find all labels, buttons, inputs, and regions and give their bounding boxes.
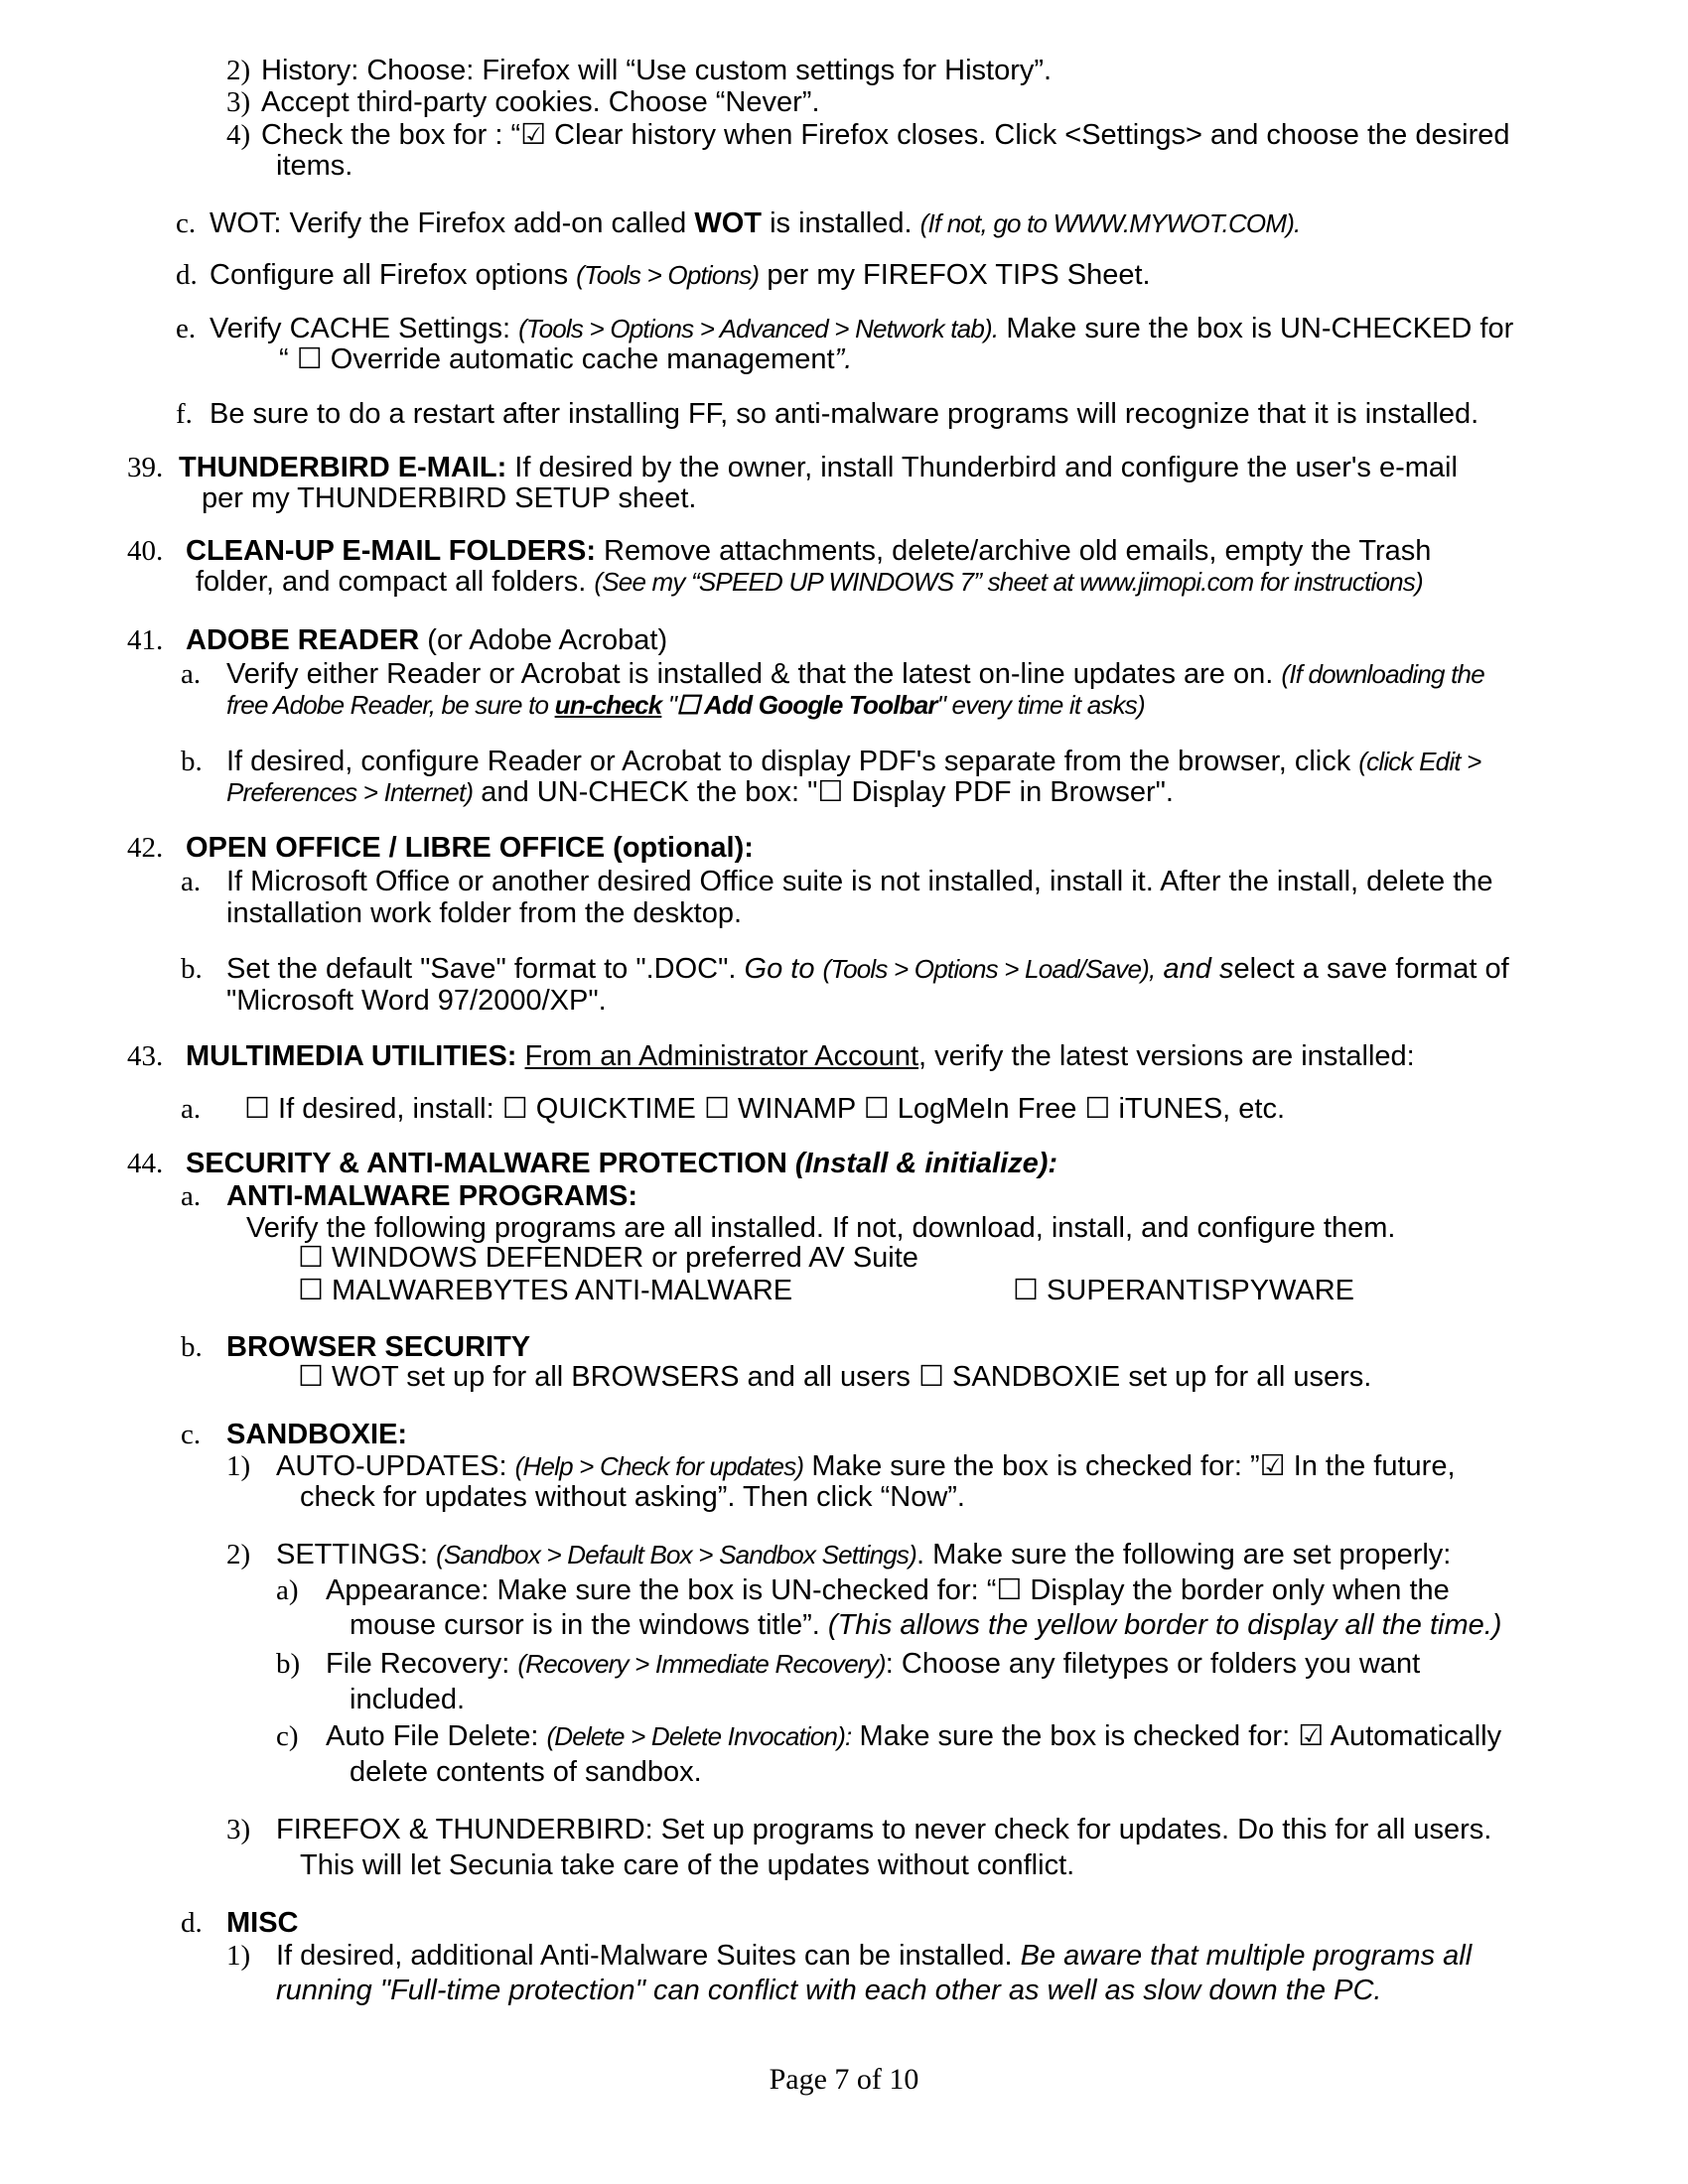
- text-line: [226, 775, 1174, 809]
- list-marker: b.: [181, 953, 203, 985]
- text-segment: Make sure the box is UN-CHECKED for: [998, 313, 1514, 344]
- text-segment: and UN-CHECK the box: "☐ Display PDF in Browser".: [473, 776, 1174, 808]
- text-segment: ☐ MALWAREBYTES ANTI-MALWARE: [298, 1275, 793, 1306]
- text-segment: per my THUNDERBIRD SETUP sheet.: [202, 482, 697, 514]
- text-segment: : Choose any filetypes or folders you want: [885, 1648, 1421, 1680]
- text-line: [179, 451, 1458, 484]
- list-marker: d.: [181, 1907, 203, 1939]
- list-marker: c.: [176, 207, 197, 239]
- text-segment: per my FIREFOX TIPS Sheet.: [759, 259, 1151, 291]
- text-line: [279, 342, 852, 376]
- text-segment: “ ☐ Override automatic cache management: [279, 343, 835, 375]
- text-line: [276, 1813, 1491, 1846]
- text-segment: (If not, go to WWW.MYWOT.COM).: [919, 208, 1301, 238]
- text-segment: (Tools > Options > Advanced > Network tab).: [518, 314, 999, 343]
- list-marker: c): [276, 1720, 299, 1752]
- text-segment: BROWSER SECURITY: [226, 1331, 531, 1363]
- text-segment: , verify the latest versions are installed:: [918, 1040, 1415, 1072]
- text-line: [186, 623, 667, 657]
- text-segment: " every time it asks): [936, 690, 1145, 720]
- text-segment: Appearance: Make sure the box is UN-checked for: “☐ Display the border only when the: [326, 1574, 1450, 1606]
- list-marker: 1): [226, 1940, 251, 1972]
- text-line: [300, 1848, 1074, 1882]
- list-marker: a.: [181, 866, 202, 897]
- text-segment: MULTIMEDIA UTILITIES:: [186, 1040, 517, 1072]
- text-line: [326, 1719, 1501, 1753]
- text-segment: mouse cursor is in the windows title”.: [350, 1609, 828, 1641]
- text-line: [202, 481, 697, 515]
- text-line: [276, 1974, 1381, 2007]
- text-line: [300, 1480, 965, 1514]
- text-segment: ☐ SUPERANTISPYWARE: [1013, 1275, 1354, 1306]
- text-segment: Accept third-party cookies. Choose “Never”.: [261, 86, 820, 118]
- text-segment: SETTINGS:: [276, 1539, 437, 1570]
- text-line: [226, 745, 1481, 778]
- list-marker: 40.: [127, 535, 164, 567]
- text-line: [210, 258, 1151, 292]
- list-marker: 1): [226, 1450, 251, 1482]
- text-line: [261, 85, 820, 119]
- text-line: [276, 149, 352, 183]
- text-line: [186, 1147, 1057, 1180]
- list-marker: 3): [226, 1814, 251, 1845]
- text-segment: included.: [350, 1684, 466, 1715]
- text-segment: free Adobe Reader, be sure to: [226, 690, 555, 720]
- list-marker: 3): [226, 86, 251, 118]
- list-marker: a.: [181, 1180, 202, 1212]
- text-line: [226, 896, 742, 930]
- text-line: [196, 565, 1423, 599]
- text-segment: History: Choose: Firefox will “Use custom settings for History”.: [261, 55, 1053, 86]
- text-line: [210, 312, 1513, 345]
- text-segment: Check the box for : “☑ Clear history when Firefox closes. Click <Settings> and choose the desired: [261, 119, 1510, 151]
- text-segment: (Sandbox > Default Box > Sandbox Settings): [436, 1540, 916, 1570]
- text-segment: ADOBE READER: [186, 624, 420, 656]
- text-segment: (Delete > Delete Invocation):: [546, 1721, 852, 1751]
- text-line: [350, 1755, 702, 1789]
- text-segment: (click Edit >: [1358, 747, 1481, 776]
- list-marker: a): [276, 1574, 299, 1606]
- text-segment: Make sure the box is checked for: ”☑ In the future,: [803, 1450, 1456, 1482]
- text-segment: ☐ Add Google Toolbar: [676, 690, 937, 720]
- text-segment: (Recovery > Immediate Recovery): [517, 1649, 886, 1679]
- text-segment: CLEAN-UP E-MAIL FOLDERS:: [186, 535, 596, 567]
- text-line: [226, 1418, 407, 1451]
- list-marker: 2): [226, 55, 251, 86]
- text-segment: [516, 1040, 524, 1072]
- list-marker: 41.: [127, 624, 164, 656]
- text-line: [226, 1179, 637, 1213]
- text-segment: Be sure to do a restart after installing FF, so anti-malware programs will recognize that it is installed.: [210, 398, 1479, 430]
- list-marker: 2): [226, 1539, 251, 1570]
- text-segment: SECURITY & ANTI-MALWARE PROTECTION: [186, 1148, 795, 1179]
- text-segment: (If downloading the: [1281, 659, 1484, 689]
- list-marker: b.: [181, 1331, 203, 1363]
- text-segment: (See my “SPEED UP WINDOWS 7” sheet at www.jimopi.com for instructions): [594, 567, 1423, 597]
- text-segment: MISC: [226, 1907, 299, 1939]
- text-line: [1013, 1274, 1354, 1307]
- text-line: [186, 534, 1431, 568]
- list-marker: b.: [181, 746, 203, 777]
- text-segment: ☐ WINDOWS DEFENDER or preferred AV Suite: [298, 1242, 918, 1274]
- text-segment: If Microsoft Office or another desired Office suite is not installed, install it. After the install, delete the: [226, 866, 1493, 897]
- text-line: [276, 1939, 1472, 1973]
- text-segment: WOT: [694, 207, 763, 239]
- text-segment: This will let Secunia take care of the updates without conflict.: [300, 1849, 1075, 1881]
- text-line: [226, 1906, 299, 1940]
- text-line: [226, 984, 607, 1018]
- text-segment: ☐ WOT set up for all BROWSERS and all users ☐ SANDBOXIE set up for all users.: [298, 1361, 1372, 1393]
- text-segment: If desired by the owner, install Thunderbird and configure the user's e-mail: [506, 452, 1458, 483]
- text-line: [326, 1573, 1450, 1607]
- text-segment: Auto File Delete:: [326, 1720, 547, 1752]
- text-segment: Verify either Reader or Acrobat is installed & that the latest on-line updates are on.: [226, 658, 1282, 690]
- text-line: [298, 1274, 792, 1307]
- text-segment: From an Administrator Account: [524, 1040, 919, 1072]
- text-line: [261, 54, 1052, 87]
- text-segment: check for updates without asking”. Then click “Now”.: [300, 1481, 965, 1513]
- text-segment: elect a save format of: [1233, 953, 1509, 985]
- text-segment: items.: [276, 150, 353, 182]
- text-segment: (or Adobe Acrobat): [419, 624, 668, 656]
- text-segment: Remove attachments, delete/archive old emails, empty the Trash: [595, 535, 1432, 567]
- text-segment: Set the default "Save" format to ".DOC".: [226, 953, 745, 985]
- text-segment: and s: [1155, 953, 1234, 985]
- text-line: [210, 206, 1300, 240]
- text-line: [186, 831, 754, 865]
- text-line: [244, 1092, 1285, 1126]
- text-segment: AUTO-UPDATES:: [276, 1450, 515, 1482]
- text-segment: WOT: Verify the Firefox add-on called: [210, 207, 695, 239]
- text-segment: If desired, configure Reader or Acrobat to display PDF's separate from the browser, click: [226, 746, 1359, 777]
- text-segment: (Tools > Options > Load/Save),: [822, 954, 1156, 984]
- text-segment: un-check: [554, 690, 662, 720]
- text-line: [186, 1039, 1415, 1073]
- text-segment: . Make sure the following are set properly:: [915, 1539, 1452, 1570]
- text-segment: delete contents of sandbox.: [350, 1756, 702, 1788]
- text-line: [298, 1360, 1371, 1394]
- text-line: [261, 118, 1509, 152]
- text-segment: installation work folder from the desktop.: [226, 897, 743, 929]
- text-segment: folder, and compact all folders.: [196, 566, 595, 598]
- page-footer: Page 7 of 10: [769, 2063, 919, 2096]
- text-line: [276, 1449, 1456, 1483]
- text-segment: SANDBOXIE:: [226, 1419, 408, 1450]
- list-marker: 42.: [127, 832, 164, 864]
- text-line: [226, 865, 1493, 898]
- text-line: [210, 397, 1478, 431]
- list-marker: 39.: [127, 452, 164, 483]
- text-segment: (Tools > Options): [576, 260, 760, 290]
- text-line: [226, 952, 1509, 986]
- text-segment: Go to: [744, 953, 823, 985]
- text-segment: ”.: [834, 343, 853, 375]
- text-segment: ANTI-MALWARE PROGRAMS:: [226, 1180, 638, 1212]
- text-segment: Verify the following programs are all installed. If not, download, install, and configure them.: [246, 1212, 1396, 1244]
- list-marker: 44.: [127, 1148, 164, 1179]
- text-segment: FIREFOX & THUNDERBIRD: Set up programs to never check for updates. Do this for all users.: [276, 1814, 1492, 1845]
- text-segment: is installed.: [762, 207, 920, 239]
- text-segment: "Microsoft Word 97/2000/XP".: [226, 985, 607, 1017]
- text-segment: ": [661, 690, 677, 720]
- text-line: [350, 1683, 465, 1716]
- text-segment: Make sure the box is checked for: ☑ Automatically: [851, 1720, 1502, 1752]
- list-marker: 43.: [127, 1040, 164, 1072]
- text-segment: Configure all Firefox options: [210, 259, 577, 291]
- text-segment: If desired, additional Anti-Malware Suites can be installed.: [276, 1940, 1021, 1972]
- text-segment: (Install & initialize):: [794, 1148, 1058, 1179]
- text-line: [350, 1608, 1501, 1642]
- text-segment: THUNDERBIRD E-MAIL:: [179, 452, 507, 483]
- text-segment: ☐ If desired, install: ☐ QUICKTIME ☐ WINAMP ☐ LogMeIn Free ☐ iTUNES, etc.: [244, 1093, 1286, 1125]
- list-marker: b): [276, 1648, 301, 1680]
- text-line: [226, 1330, 530, 1364]
- text-segment: Be aware that multiple programs all: [1020, 1940, 1473, 1972]
- text-line: [226, 688, 1145, 722]
- text-line: [276, 1538, 1451, 1571]
- text-line: [246, 1211, 1395, 1245]
- list-marker: d.: [176, 259, 198, 291]
- list-marker: 4): [226, 119, 251, 151]
- text-segment: (This allows the yellow border to display all the time.): [827, 1609, 1502, 1641]
- text-segment: Verify CACHE Settings:: [210, 313, 519, 344]
- text-line: [226, 657, 1484, 691]
- list-marker: e.: [176, 313, 197, 344]
- text-line: [298, 1241, 918, 1275]
- list-marker: a.: [181, 1093, 202, 1125]
- text-segment: File Recovery:: [326, 1648, 518, 1680]
- text-segment: OPEN OFFICE / LIBRE OFFICE (optional):: [186, 832, 754, 864]
- text-segment: running "Full-time protection" can conflict with each other as well as slow down the PC.: [276, 1975, 1382, 2006]
- text-segment: (Help > Check for updates): [514, 1451, 804, 1481]
- text-segment: Preferences > Internet): [226, 777, 474, 807]
- list-marker: f.: [176, 398, 193, 430]
- list-marker: c.: [181, 1419, 202, 1450]
- list-marker: a.: [181, 658, 202, 690]
- text-line: [326, 1647, 1420, 1681]
